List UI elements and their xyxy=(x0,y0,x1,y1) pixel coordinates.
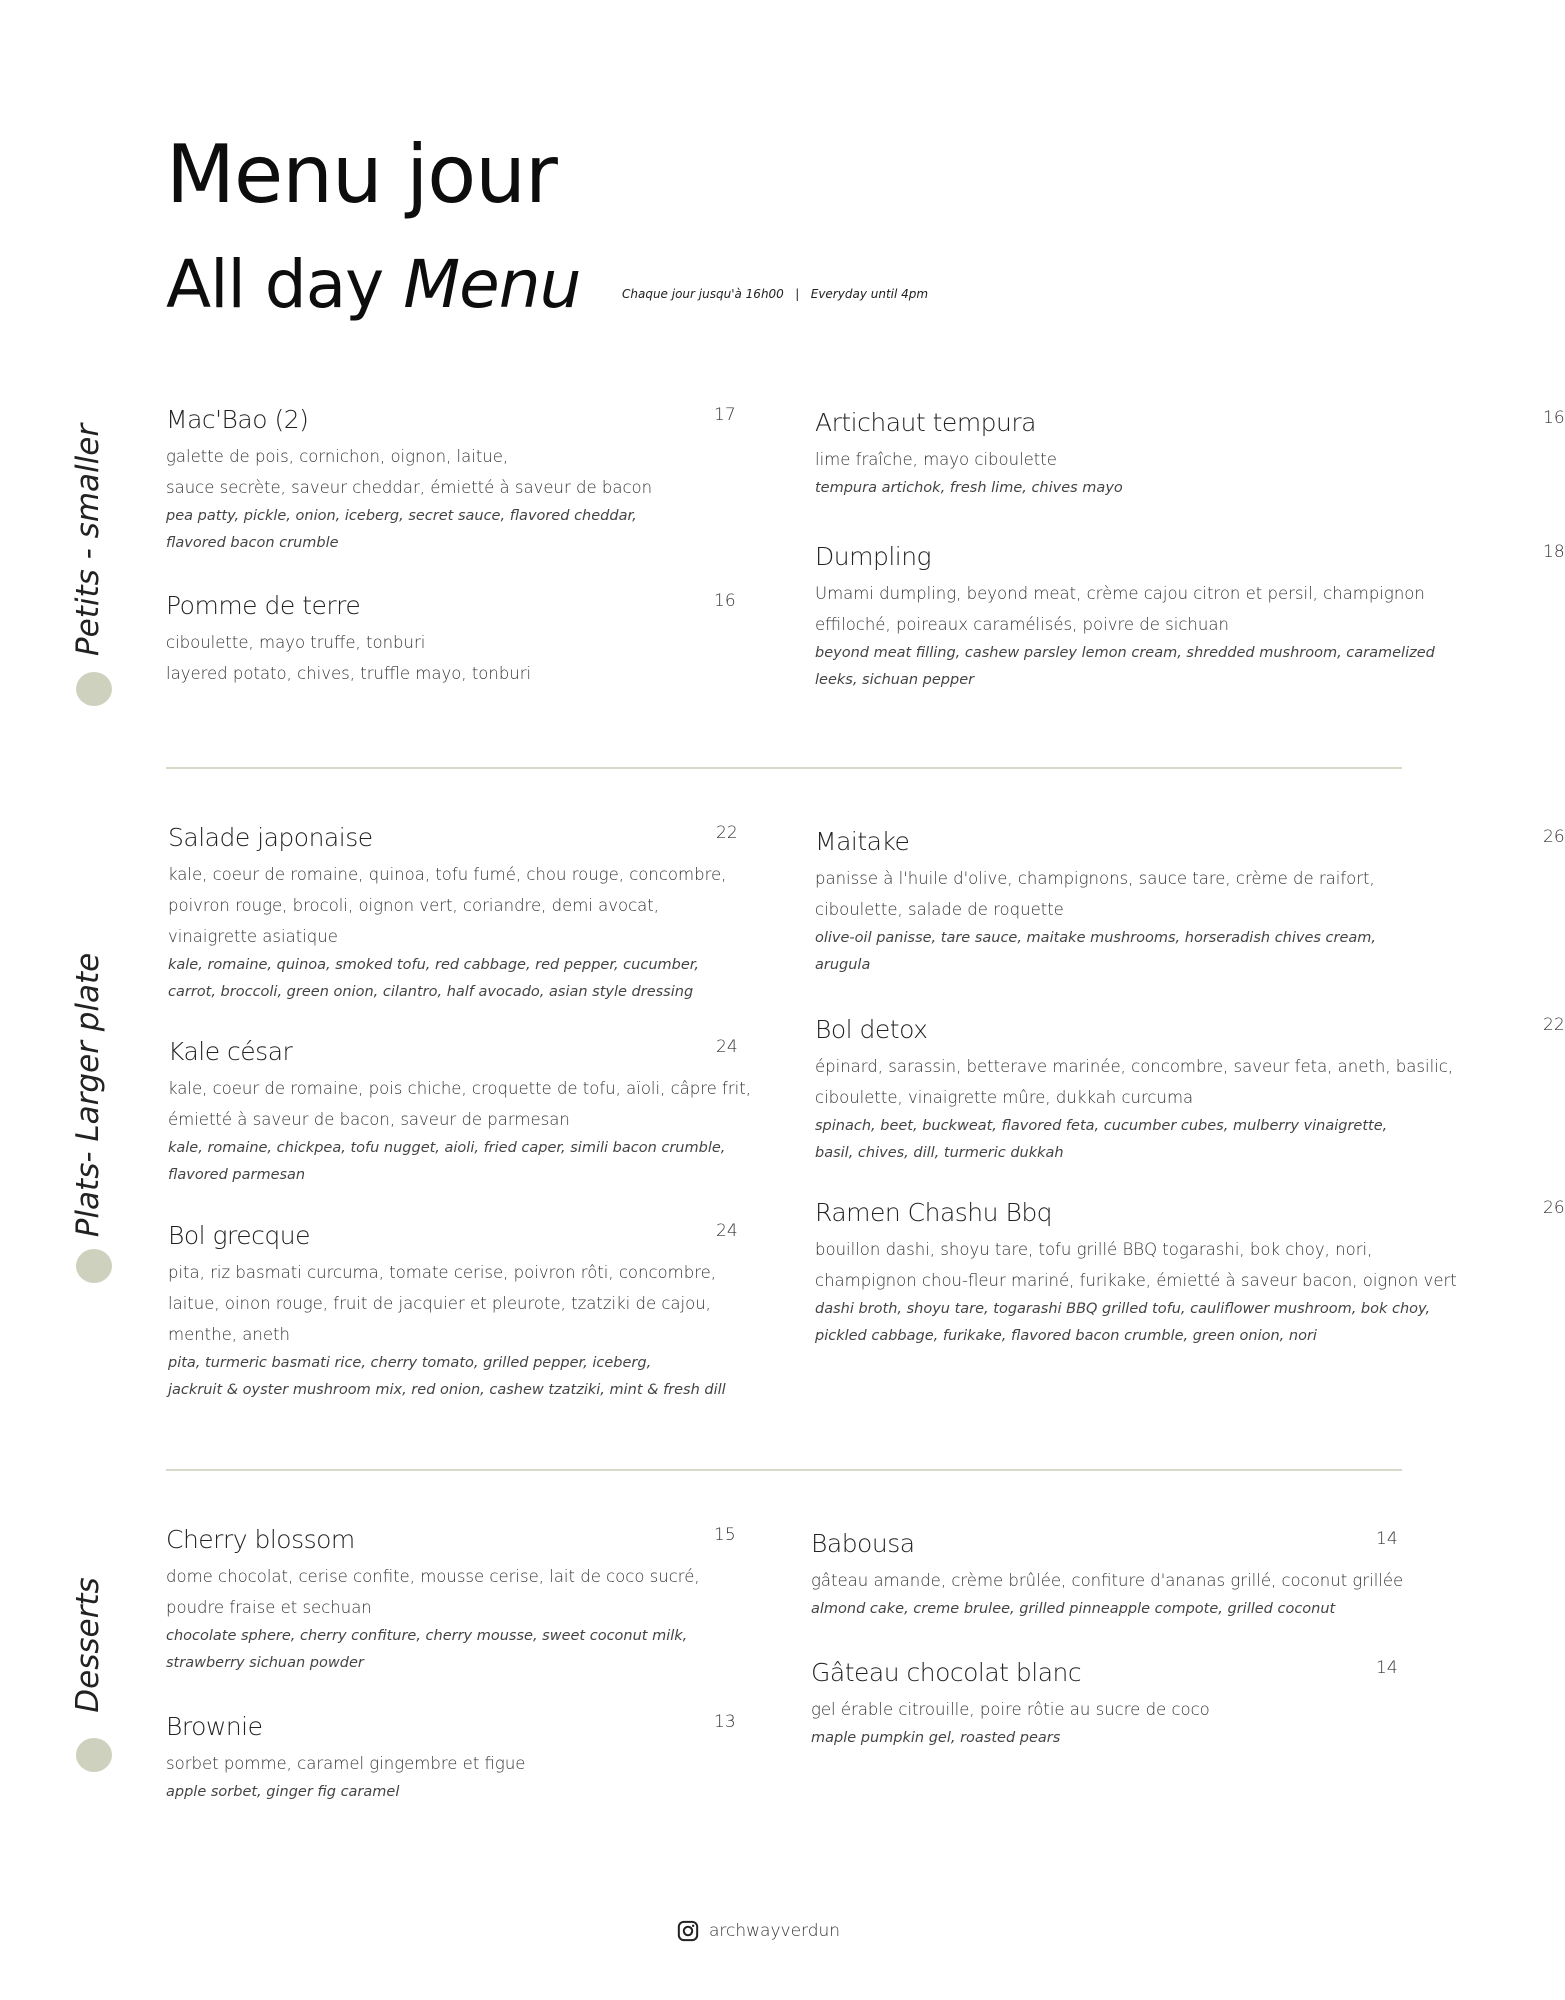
menu-item-babousa xyxy=(811,1529,1403,1623)
section-divider xyxy=(166,1469,1402,1471)
item-desc-en: dashi broth, shoyu tare, togarashi BBQ grilled tofu, cauliflower mushroom, bok choy, xyxy=(815,1301,1431,1317)
item-name: Bol grecque xyxy=(168,1221,311,1250)
item-desc-en: olive-oil panisse, tare sauce, maitake mushrooms, horseradish chives cream, xyxy=(815,930,1377,946)
item-desc-fr: poivron rouge, brocoli, oignon vert, coriandre, demi avocat, xyxy=(168,896,659,915)
item-desc-fr: kale, coeur de romaine, pois chiche, croquette de tofu, aïoli, câpre frit, xyxy=(168,1079,751,1098)
item-desc-fr: layered potato, chives, truffle mayo, tonburi xyxy=(166,664,532,683)
item-price: 24 xyxy=(716,1037,738,1057)
item-name: Salade japonaise xyxy=(168,823,373,852)
item-desc-en: beyond meat filling, cashew parsley lemon cream, shredded mushroom, caramelized xyxy=(815,645,1435,661)
item-desc-en: arugula xyxy=(815,957,871,973)
item-desc-fr: sorbet pomme, caramel gingembre et figue xyxy=(166,1754,526,1773)
item-desc-en: tempura artichok, fresh lime, chives mayo xyxy=(815,480,1123,496)
item-name: Gâteau chocolat blanc xyxy=(811,1658,1082,1687)
instagram-handle: archwayverdun xyxy=(709,1921,841,1941)
section-dot-plats xyxy=(76,1249,112,1283)
item-desc-fr: effiloché, poireaux caramélisés, poivre de sichuan xyxy=(815,615,1229,634)
item-desc-en: leeks, sichuan pepper xyxy=(815,672,975,688)
item-desc-en: spinach, beet, buckweat, flavored feta, cucumber cubes, mulberry vinaigrette, xyxy=(815,1118,1388,1134)
item-desc-fr: gâteau amande, crème brûlée, confiture d'ananas grillé, coconut grillée xyxy=(811,1571,1404,1590)
section-dot-petits xyxy=(76,672,112,706)
menu-subtitle xyxy=(166,246,581,323)
section-divider xyxy=(166,767,1402,769)
item-desc-fr: galette de pois, cornichon, oignon, laitue, xyxy=(166,447,509,466)
instagram-icon xyxy=(677,1920,699,1942)
item-desc-en: maple pumpkin gel, roasted pears xyxy=(811,1730,1061,1746)
item-desc-fr: vinaigrette asiatique xyxy=(168,927,338,946)
item-desc-fr: ciboulette, salade de roquette xyxy=(815,900,1064,919)
item-desc-fr: dome chocolat, cerise confite, mousse cerise, lait de coco sucré, xyxy=(166,1567,700,1586)
item-desc-fr: pita, riz basmati curcuma, tomate cerise, poivron rôti, concombre, xyxy=(168,1263,717,1282)
item-desc-fr: ciboulette, vinaigrette mûre, dukkah curcuma xyxy=(815,1088,1194,1107)
item-desc-en: flavored parmesan xyxy=(168,1167,306,1183)
item-name: Maitake xyxy=(815,827,910,856)
item-desc-en: apple sorbet, ginger fig caramel xyxy=(166,1784,400,1800)
menu-item-gateau-chocolat-blanc xyxy=(811,1658,1398,1752)
item-desc-en: carrot, broccoli, green onion, cilantro, half avocado, asian style dressing xyxy=(168,984,694,1000)
item-desc-en: kale, romaine, chickpea, tofu nugget, aioli, fried caper, simili bacon crumble, xyxy=(168,1140,726,1156)
item-desc-fr: gel érable citrouille, poire rôtie au sucre de coco xyxy=(811,1700,1210,1719)
item-price: 24 xyxy=(716,1221,738,1241)
item-name: Cherry blossom xyxy=(166,1525,355,1554)
menu-item-kale-cesar xyxy=(168,1037,751,1189)
instagram-link[interactable] xyxy=(677,1920,840,1942)
item-name: Artichaut tempura xyxy=(815,408,1036,437)
item-desc-en: chocolate sphere, cherry confiture, cherry mousse, sweet coconut milk, xyxy=(166,1628,688,1644)
section-label-petits: Petits - smaller xyxy=(70,423,106,657)
item-price: 16 xyxy=(1543,408,1565,428)
item-name: Ramen Chashu Bbq xyxy=(815,1198,1053,1227)
menu-item-brownie xyxy=(166,1712,736,1806)
menu-item-artichaut-tempura xyxy=(815,408,1565,502)
item-price: 13 xyxy=(714,1712,736,1732)
section-label-desserts: Desserts xyxy=(70,1577,106,1713)
item-desc-en: jackruit & oyster mushroom mix, red onion, cashew tzatziki, mint & fresh dill xyxy=(168,1382,726,1398)
item-name: Mac'Bao (2) xyxy=(166,405,309,434)
menu-item-macbao xyxy=(166,405,736,557)
menu-title: Menu jour xyxy=(166,128,557,221)
subtitle-italic: Menu xyxy=(403,246,581,323)
item-name: Dumpling xyxy=(815,542,932,571)
menu-item-maitake xyxy=(815,827,1565,979)
item-name: Bol detox xyxy=(815,1015,928,1044)
section-dot-desserts xyxy=(76,1738,112,1772)
item-price: 15 xyxy=(714,1525,736,1545)
item-name: Brownie xyxy=(166,1712,263,1741)
menu-item-pomme-de-terre xyxy=(166,591,736,689)
item-desc-fr: sauce secrète, saveur cheddar, émietté à saveur de bacon xyxy=(166,478,653,497)
item-name: Kale césar xyxy=(168,1037,293,1066)
item-desc-fr: panisse à l'huile d'olive, champignons, sauce tare, crème de raifort, xyxy=(815,869,1375,888)
menu-item-dumpling xyxy=(815,542,1565,694)
service-hours: Chaque jour jusqu'à 16h00 | Everyday until 4pm xyxy=(622,287,929,301)
item-desc-fr: champignon chou-fleur mariné, furikake, émietté à saveur bacon, oignon vert xyxy=(815,1271,1457,1290)
menu-item-bol-grecque xyxy=(168,1221,738,1404)
menu-item-cherry-blossom xyxy=(166,1525,736,1677)
section-label-plats: Plats- Larger plate xyxy=(70,952,106,1238)
menu-item-bol-detox xyxy=(815,1015,1565,1167)
item-price: 16 xyxy=(714,591,736,611)
item-desc-fr: lime fraîche, mayo ciboulette xyxy=(815,450,1057,469)
subtitle-regular: All day xyxy=(166,246,404,323)
item-price: 22 xyxy=(1543,1015,1565,1035)
item-desc-en: pita, turmeric basmati rice, cherry tomato, grilled pepper, iceberg, xyxy=(168,1355,652,1371)
item-desc-fr: émietté à saveur de bacon, saveur de parmesan xyxy=(168,1110,570,1129)
item-name: Babousa xyxy=(811,1529,915,1558)
item-desc-fr: poudre fraise et sechuan xyxy=(166,1598,372,1617)
item-price: 26 xyxy=(1543,1198,1565,1218)
item-price: 14 xyxy=(1376,1529,1398,1549)
item-desc-fr: bouillon dashi, shoyu tare, tofu grillé BBQ togarashi, bok choy, nori, xyxy=(815,1240,1373,1259)
item-desc-en: flavored bacon crumble xyxy=(166,535,339,551)
item-desc-en: strawberry sichuan powder xyxy=(166,1655,364,1671)
item-price: 14 xyxy=(1376,1658,1398,1678)
item-desc-en: pickled cabbage, furikake, flavored bacon crumble, green onion, nori xyxy=(815,1328,1317,1344)
item-desc-fr: Umami dumpling, beyond meat, crème cajou citron et persil, champignon xyxy=(815,584,1425,603)
item-desc-en: almond cake, creme brulee, grilled pinneapple compote, grilled coconut xyxy=(811,1601,1336,1617)
item-price: 17 xyxy=(714,405,736,425)
menu-item-ramen-chashu-bbq xyxy=(815,1198,1565,1350)
item-price: 22 xyxy=(716,823,738,843)
menu-item-salade-japonaise xyxy=(168,823,738,1006)
item-desc-fr: laitue, oinon rouge, fruit de jacquier et pleurote, tzatziki de cajou, xyxy=(168,1294,711,1313)
item-desc-fr: ciboulette, mayo truffe, tonburi xyxy=(166,633,426,652)
item-desc-en: kale, romaine, quinoa, smoked tofu, red cabbage, red pepper, cucumber, xyxy=(168,957,699,973)
item-price: 18 xyxy=(1543,542,1565,562)
item-price: 26 xyxy=(1543,827,1565,847)
item-desc-en: basil, chives, dill, turmeric dukkah xyxy=(815,1145,1064,1161)
item-desc-fr: menthe, aneth xyxy=(168,1325,290,1344)
item-desc-fr: kale, coeur de romaine, quinoa, tofu fumé, chou rouge, concombre, xyxy=(168,865,727,884)
item-name: Pomme de terre xyxy=(166,591,361,620)
item-desc-fr: épinard, sarassin, betterave marinée, concombre, saveur feta, aneth, basilic, xyxy=(815,1057,1454,1076)
item-desc-en: pea patty, pickle, onion, iceberg, secret sauce, flavored cheddar, xyxy=(166,508,637,524)
